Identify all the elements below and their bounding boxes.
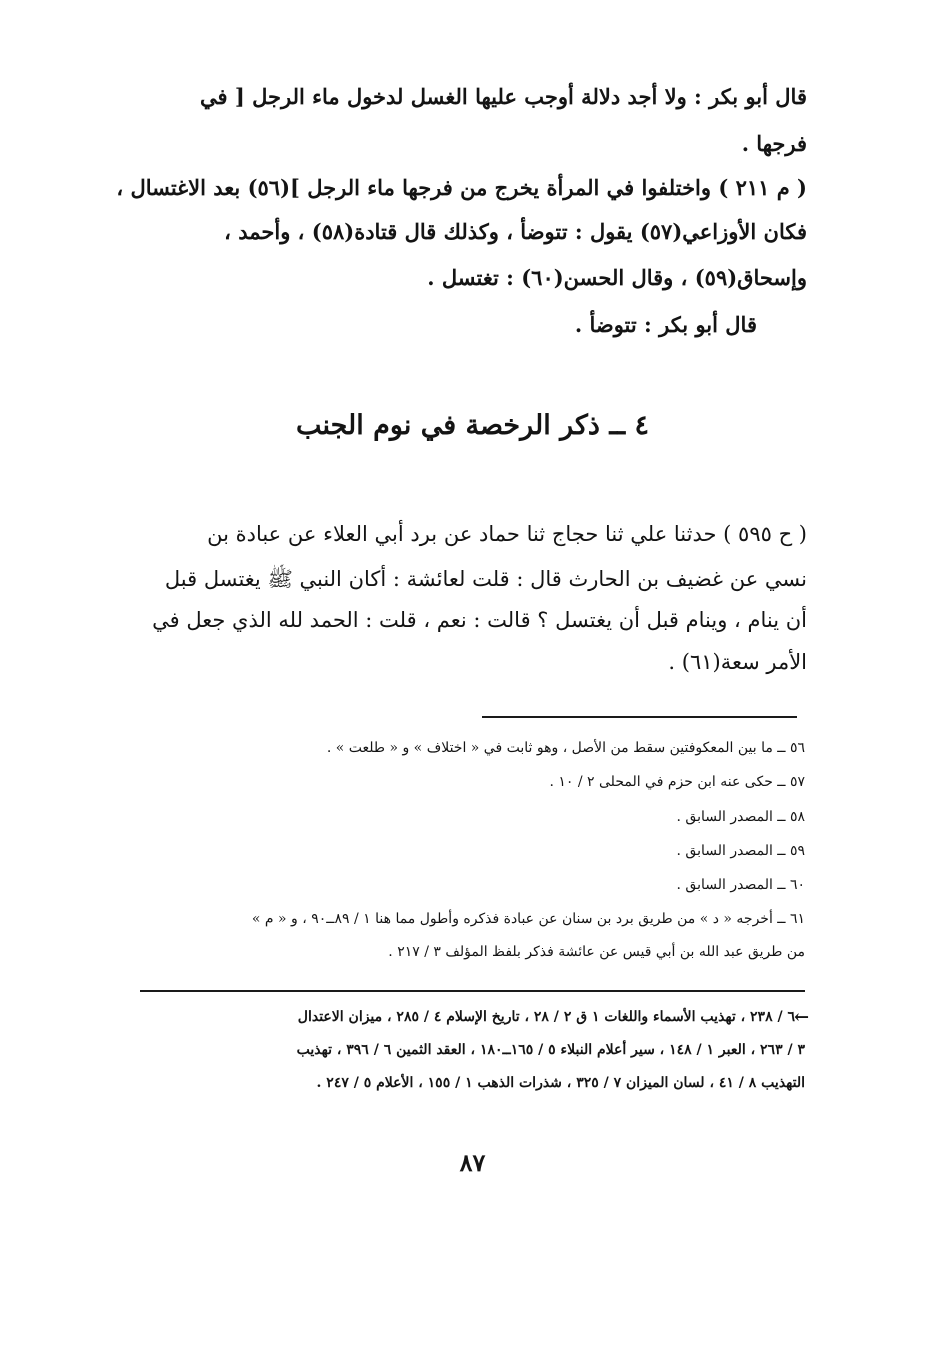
arrow-icon: ← xyxy=(794,1007,810,1028)
page-number: ٨٧ xyxy=(459,1148,486,1177)
text-line: قال أبو بكر : تتوضأ . xyxy=(574,312,757,337)
footnote: ٥٦ ــ ما بين المعكوفتين سقط من الأصل ، وهو ثابت في « اختلاف » و « طلعت » . xyxy=(326,740,805,756)
text-line: قال أبو بكر : ولا أجد دلالة أوجب عليها الغسل لدخول ماء الرجل [ في xyxy=(200,84,807,109)
bio-line: ٣ / ٢٦٣ ، العبر ١ / ١٤٨ ، سير أعلام النبلاء ٥ / ١٦٥ــ١٨٠ ، العقد الثمين ٦ / ٣٩٦ ، تهذيب xyxy=(296,1042,805,1058)
text-line: ( ح ٥٩٥ ) حدثنا علي ثنا حجاج ثنا حماد عن برد أبي العلاء عن عبادة بن xyxy=(207,522,807,546)
text-line: فكان الأوزاعي(٥٧) يقول : تتوضأ ، وكذلك قال قتادة(٥٨) ، وأحمد ، xyxy=(224,219,807,244)
footnote: ٥٧ ــ حكى عنه ابن حزم في المحلى ٢ / ١٠ . xyxy=(549,774,805,790)
section-heading: ٤ ــ ذكر الرخصة في نوم الجنب xyxy=(295,410,650,441)
text-line: أن ينام ، وينام قبل أن يغتسل ؟ قالت : نعم ، قلت : الحمد لله الذي جعل في xyxy=(152,608,807,632)
bio-line: التهذيب ٨ / ٤١ ، لسان الميزان ٧ / ٣٢٥ ، شذرات الذهب ١ / ١٥٥ ، الأعلام ٥ / ٢٤٧ . xyxy=(316,1075,805,1091)
text-line: وإسحاق(٥٩) ، وقال الحسن(٦٠) : تغتسل . xyxy=(427,265,807,290)
footnote: ٦٠ ــ المصدر السابق . xyxy=(676,877,805,893)
bio-separator xyxy=(140,990,805,992)
footnote: ٥٨ ــ المصدر السابق . xyxy=(676,809,805,825)
bio-line: ٦ / ٢٣٨ ، تهذيب الأسماء واللغات ١ ق ٢ / ٢٨ ، تاريخ الإسلام ٤ / ٢٨٥ ، ميزان الاعتدال xyxy=(297,1009,795,1025)
footnote-separator xyxy=(482,716,797,718)
text-line: ( م ٢١١ ) واختلفوا في المرأة يخرج من فرجها ماء الرجل ](٥٦) بعد الاغتسال ، xyxy=(116,175,807,200)
footnote: من طريق عبد الله بن أبي قيس عن عائشة فذكر بلفظ المؤلف ٣ / ٢١٧ . xyxy=(388,944,805,960)
text-line: نسي عن غضيف بن الحارث قال : قلت لعائشة : أكان النبي ﷺ يغتسل قبل xyxy=(164,567,807,591)
footnote: ٦١ ــ أخرجه « د » من طريق برد بن سنان عن عبادة فذكره وأطول مما هنا ١ / ٨٩ــ٩٠ ، و « م » xyxy=(251,911,805,927)
footnote: ٥٩ ــ المصدر السابق . xyxy=(676,843,805,859)
text-line: فرجها . xyxy=(741,131,807,156)
text-line: الأمر سعة(٦١) . xyxy=(668,650,807,674)
